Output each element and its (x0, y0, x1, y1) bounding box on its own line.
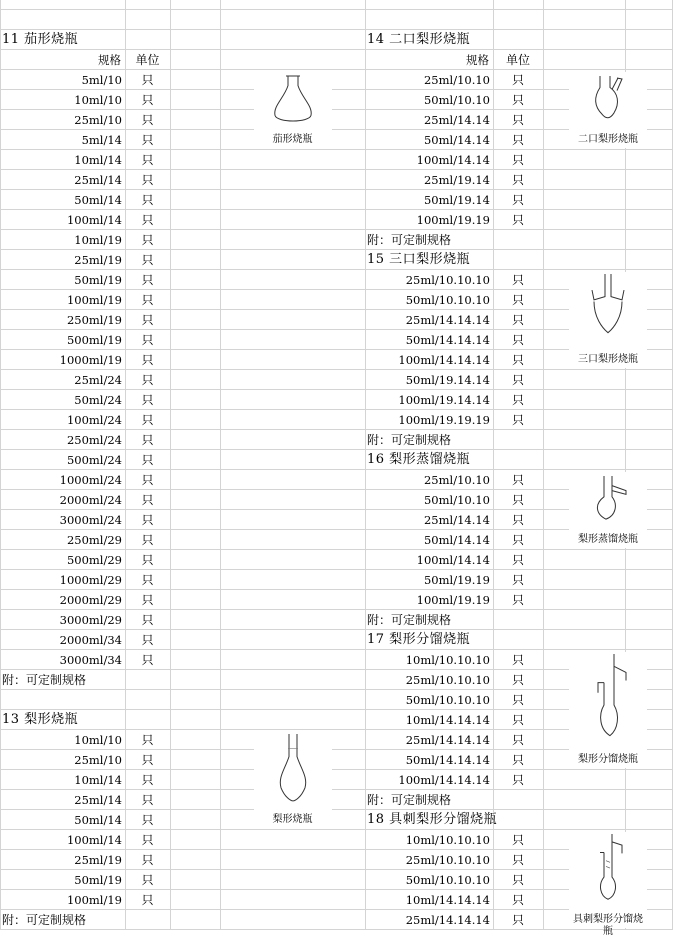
spec-cell: 2000ml/34 (59, 633, 122, 647)
unit-cell: 只 (511, 353, 524, 367)
unit-cell: 只 (141, 513, 154, 527)
unit-cell: 只 (141, 113, 154, 127)
unit-cell: 只 (511, 513, 524, 527)
custom-spec-note: 附：可定制规格 (367, 433, 452, 447)
product-image (569, 72, 647, 148)
unit-cell: 只 (511, 533, 524, 547)
pear-fractionating-flask-icon (569, 652, 647, 754)
spec-cell: 50ml/10.10.10 (405, 873, 490, 887)
unit-cell: 只 (141, 493, 154, 507)
unit-cell: 只 (141, 133, 154, 147)
unit-cell: 只 (511, 373, 524, 387)
spec-cell: 1000ml/19 (59, 353, 122, 367)
grid-row-line (0, 9, 673, 10)
product-image-caption: 茄形烧瓶 (272, 134, 313, 145)
spec-cell: 500ml/19 (66, 333, 122, 347)
spec-cell: 25ml/10.10 (423, 73, 490, 87)
spec-cell: 25ml/10.10.10 (405, 273, 490, 287)
unit-cell: 只 (511, 193, 524, 207)
custom-spec-note: 附：可定制规格 (2, 673, 87, 687)
unit-cell: 只 (141, 733, 154, 747)
unit-cell: 只 (141, 273, 154, 287)
spec-cell: 50ml/19 (74, 873, 122, 887)
spec-cell: 50ml/19.19 (423, 573, 490, 587)
spec-cell: 100ml/14.14 (416, 153, 490, 167)
spec-cell: 25ml/19 (74, 253, 122, 267)
unit-cell: 只 (511, 773, 524, 787)
spec-cell: 25ml/10.10.10 (405, 853, 490, 867)
spec-cell: 3000ml/29 (59, 613, 122, 627)
column-header-spec: 规格 (98, 53, 121, 67)
product-image-caption: 梨形分馏烧瓶 (578, 754, 638, 765)
product-image-caption: 二口梨形烧瓶 (578, 134, 638, 145)
pear-flask-icon (254, 732, 332, 814)
unit-cell: 只 (141, 553, 154, 567)
spec-cell: 1000ml/24 (59, 473, 122, 487)
unit-cell: 只 (141, 293, 154, 307)
unit-cell: 只 (511, 473, 524, 487)
custom-spec-note: 附：可定制规格 (367, 233, 452, 247)
grid-column-line (220, 0, 221, 930)
spec-cell: 100ml/19.14.14 (398, 393, 490, 407)
spec-cell: 50ml/14.14 (423, 533, 490, 547)
unit-cell: 只 (141, 313, 154, 327)
unit-cell: 只 (141, 173, 154, 187)
custom-spec-note: 附：可定制规格 (2, 913, 87, 927)
unit-cell: 只 (141, 873, 154, 887)
unit-cell: 只 (511, 333, 524, 347)
spec-cell: 100ml/19.19.19 (398, 413, 490, 427)
spec-cell: 25ml/14.14.14 (405, 913, 490, 927)
spec-cell: 10ml/10.10.10 (405, 833, 490, 847)
spec-cell: 50ml/19 (74, 273, 122, 287)
spec-cell: 10ml/14 (74, 773, 122, 787)
unit-cell: 只 (141, 813, 154, 827)
unit-cell: 只 (511, 853, 524, 867)
spec-cell: 25ml/14.14.14 (405, 313, 490, 327)
spec-cell: 50ml/10.10 (423, 493, 490, 507)
unit-cell: 只 (141, 353, 154, 367)
unit-cell: 只 (141, 613, 154, 627)
section-title: 14 二口梨形烧瓶 (367, 32, 471, 47)
product-image (569, 472, 647, 548)
unit-cell: 只 (141, 833, 154, 847)
product-image (254, 72, 332, 148)
spec-cell: 10ml/10 (74, 733, 122, 747)
unit-cell: 只 (511, 153, 524, 167)
unit-cell: 只 (511, 273, 524, 287)
spec-cell: 25ml/14 (74, 173, 122, 187)
spec-cell: 50ml/14.14.14 (405, 753, 490, 767)
unit-cell: 只 (141, 253, 154, 267)
unit-cell: 只 (511, 93, 524, 107)
section-title: 11 茄形烧瓶 (2, 32, 79, 47)
spec-cell: 10ml/14 (74, 153, 122, 167)
spec-cell: 25ml/19.14 (423, 173, 490, 187)
unit-cell: 只 (141, 373, 154, 387)
unit-cell: 只 (511, 733, 524, 747)
unit-cell: 只 (511, 393, 524, 407)
product-image-caption: 梨形烧瓶 (272, 814, 313, 825)
spec-cell: 100ml/19.19 (416, 213, 490, 227)
three-neck-pear-flask-icon (569, 272, 647, 354)
unit-cell: 只 (511, 713, 524, 727)
spec-cell: 50ml/10.10 (423, 93, 490, 107)
spec-cell: 50ml/14 (74, 813, 122, 827)
spec-cell: 100ml/14.14.14 (398, 353, 490, 367)
unit-cell: 只 (511, 673, 524, 687)
spec-cell: 100ml/19.19 (416, 593, 490, 607)
unit-cell: 只 (141, 473, 154, 487)
unit-cell: 只 (141, 773, 154, 787)
spec-cell: 25ml/14.14 (423, 513, 490, 527)
product-image-caption: 具刺梨形分馏烧瓶 (573, 914, 643, 937)
section-title: 18 具刺梨形分馏烧瓶 (367, 812, 498, 827)
spec-cell: 250ml/29 (66, 533, 122, 547)
product-image (569, 272, 647, 368)
spec-cell: 25ml/10.10.10 (405, 673, 490, 687)
spec-cell: 100ml/24 (66, 413, 122, 427)
unit-cell: 只 (141, 213, 154, 227)
unit-cell: 只 (511, 593, 524, 607)
spec-cell: 3000ml/34 (59, 653, 122, 667)
spec-cell: 100ml/14 (66, 213, 122, 227)
spec-cell: 25ml/19 (74, 853, 122, 867)
spec-cell: 2000ml/24 (59, 493, 122, 507)
unit-cell: 只 (141, 633, 154, 647)
spec-cell: 50ml/10.10.10 (405, 293, 490, 307)
eggplant-flask-icon (254, 72, 332, 134)
spec-cell: 1000ml/29 (59, 573, 122, 587)
unit-cell: 只 (511, 493, 524, 507)
unit-cell: 只 (511, 113, 524, 127)
unit-cell: 只 (511, 833, 524, 847)
section-title: 13 梨形烧瓶 (2, 712, 79, 727)
unit-cell: 只 (141, 433, 154, 447)
pear-distilling-flask-icon (569, 472, 647, 534)
unit-cell: 只 (511, 873, 524, 887)
spiked-pear-fractionating-flask-icon (569, 832, 647, 914)
unit-cell: 只 (141, 573, 154, 587)
spec-cell: 10ml/14.14.14 (405, 713, 490, 727)
spec-cell: 10ml/10.10.10 (405, 653, 490, 667)
section-title: 16 梨形蒸馏烧瓶 (367, 452, 471, 467)
unit-cell: 只 (141, 233, 154, 247)
unit-cell: 只 (141, 153, 154, 167)
spec-cell: 50ml/14.14 (423, 133, 490, 147)
spec-cell: 10ml/14.14.14 (405, 893, 490, 907)
unit-cell: 只 (141, 793, 154, 807)
spec-cell: 25ml/24 (74, 373, 122, 387)
spec-cell: 50ml/14 (74, 193, 122, 207)
spec-cell: 2000ml/29 (59, 593, 122, 607)
unit-cell: 只 (141, 533, 154, 547)
unit-cell: 只 (141, 73, 154, 87)
spec-cell: 5ml/14 (81, 133, 122, 147)
spec-cell: 500ml/29 (66, 553, 122, 567)
unit-cell: 只 (141, 393, 154, 407)
spec-cell: 25ml/14.14.14 (405, 733, 490, 747)
spec-cell: 25ml/10 (74, 753, 122, 767)
section-title: 17 梨形分馏烧瓶 (367, 632, 471, 647)
spec-cell: 50ml/14.14.14 (405, 333, 490, 347)
custom-spec-note: 附：可定制规格 (367, 613, 452, 627)
spec-cell: 50ml/19.14.14 (405, 373, 490, 387)
spec-cell: 500ml/24 (66, 453, 122, 467)
section-title: 15 三口梨形烧瓶 (367, 252, 471, 267)
unit-cell: 只 (141, 333, 154, 347)
unit-cell: 只 (511, 753, 524, 767)
spec-cell: 25ml/10.10 (423, 473, 490, 487)
unit-cell: 只 (511, 913, 524, 927)
spec-cell: 3000ml/24 (59, 513, 122, 527)
unit-cell: 只 (141, 593, 154, 607)
unit-cell: 只 (141, 413, 154, 427)
spec-cell: 10ml/19 (74, 233, 122, 247)
unit-cell: 只 (511, 173, 524, 187)
product-image (569, 832, 647, 937)
unit-cell: 只 (511, 653, 524, 667)
spec-cell: 250ml/19 (66, 313, 122, 327)
grid-column-line (170, 0, 171, 930)
product-image (254, 732, 332, 828)
unit-cell: 只 (141, 893, 154, 907)
unit-cell: 只 (511, 73, 524, 87)
unit-cell: 只 (511, 693, 524, 707)
spec-cell: 50ml/24 (74, 393, 122, 407)
column-header-unit: 单位 (135, 53, 160, 67)
unit-cell: 只 (511, 313, 524, 327)
unit-cell: 只 (511, 893, 524, 907)
unit-cell: 只 (511, 213, 524, 227)
spec-cell: 25ml/14.14 (423, 113, 490, 127)
unit-cell: 只 (511, 573, 524, 587)
two-neck-pear-flask-icon (569, 72, 647, 134)
column-header-unit: 单位 (505, 53, 530, 67)
spec-cell: 100ml/14.14.14 (398, 773, 490, 787)
column-header-spec: 规格 (466, 53, 489, 67)
unit-cell: 只 (141, 653, 154, 667)
spec-cell: 100ml/14.14 (416, 553, 490, 567)
unit-cell: 只 (141, 453, 154, 467)
spec-cell: 100ml/19 (66, 293, 122, 307)
spec-cell: 100ml/19 (66, 893, 122, 907)
spec-cell: 25ml/10 (74, 113, 122, 127)
unit-cell: 只 (141, 193, 154, 207)
unit-cell: 只 (511, 133, 524, 147)
unit-cell: 只 (511, 293, 524, 307)
unit-cell: 只 (141, 753, 154, 767)
unit-cell: 只 (511, 413, 524, 427)
spec-cell: 25ml/14 (74, 793, 122, 807)
spec-cell: 5ml/10 (81, 73, 122, 87)
spec-cell: 100ml/14 (66, 833, 122, 847)
product-image-caption: 梨形蒸馏烧瓶 (578, 534, 638, 545)
unit-cell: 只 (511, 553, 524, 567)
product-image-caption: 三口梨形烧瓶 (578, 354, 638, 365)
custom-spec-note: 附：可定制规格 (367, 793, 452, 807)
spec-cell: 50ml/19.14 (423, 193, 490, 207)
spec-cell: 10ml/10 (74, 93, 122, 107)
unit-cell: 只 (141, 93, 154, 107)
spec-cell: 250ml/24 (66, 433, 122, 447)
unit-cell: 只 (141, 853, 154, 867)
product-image (569, 652, 647, 768)
spec-cell: 50ml/10.10.10 (405, 693, 490, 707)
